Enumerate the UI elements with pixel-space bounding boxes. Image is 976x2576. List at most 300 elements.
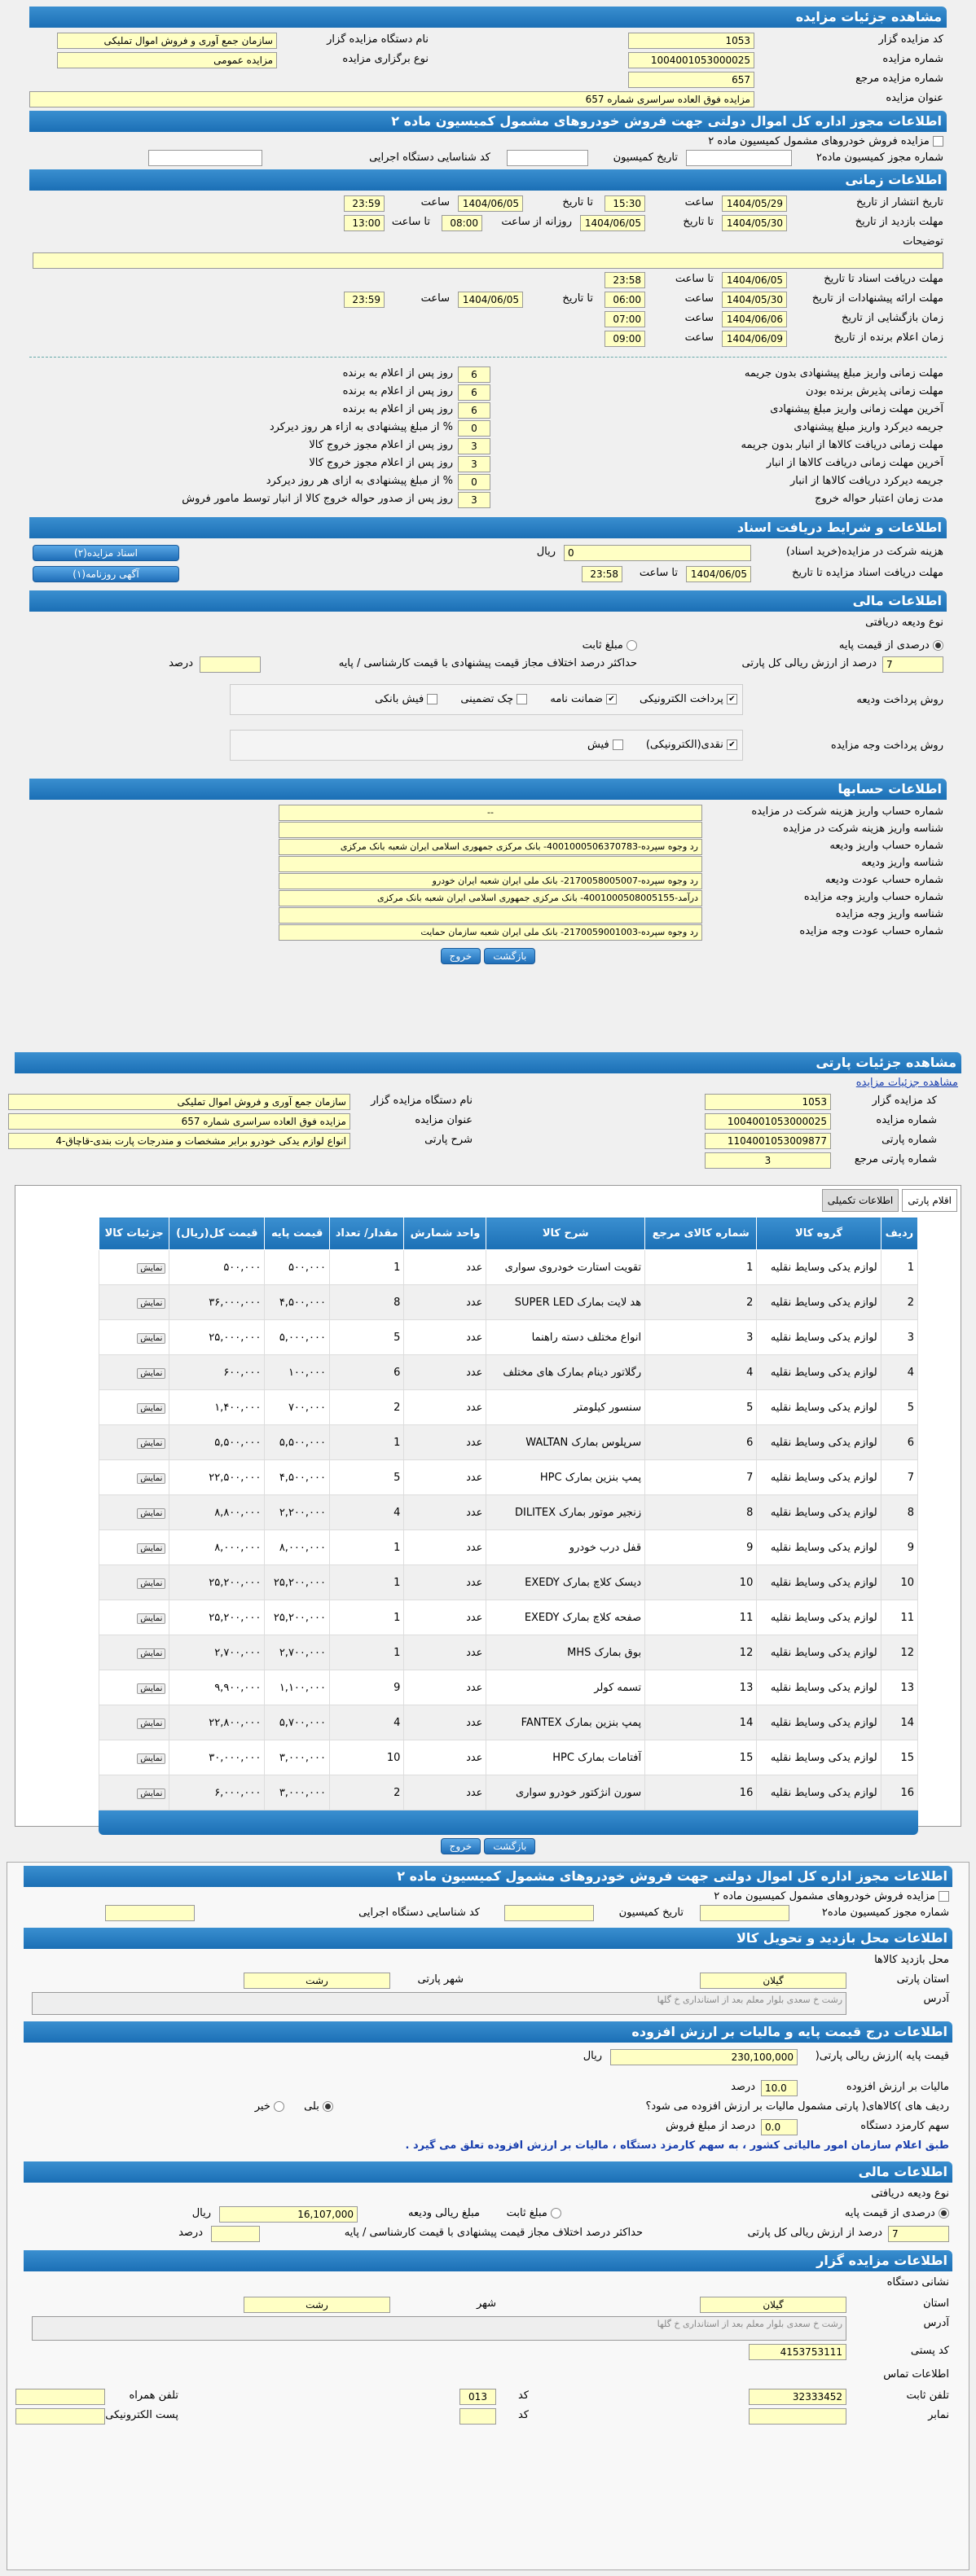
table-cell: 5 [881,1390,917,1425]
details-cell [99,1250,169,1285]
payment-option-checkbox[interactable]: ✔ نقدی(الکترونیکی) [646,739,737,751]
permit-checkbox[interactable]: مزایده فروش خودروهای مشمول کمیسیون ماده ۲ [708,135,943,147]
show-details-button[interactable]: نمایش [137,1788,165,1799]
section-header: اطلاعات و شرایط دریافت اسناد [29,517,947,538]
account-row [29,822,947,839]
label: مهلت بازدید [890,216,943,228]
table-row [99,1390,918,1425]
table-cell: ۵,۵۰۰,۰۰۰ [169,1425,265,1460]
table-cell: لوازم یدکی وسایط نقلیه [757,1775,881,1810]
org-field: سازمان جمع آوری و فروش اموال تملیکی [57,33,277,49]
deadline-value: 6 [458,384,490,401]
table-cell: 13 [645,1670,757,1705]
table-cell: لوازم یدکی وسایط نقلیه [757,1565,881,1600]
deadline-row [29,437,947,455]
label: شماره حساب واریز وجه مزایده [803,891,943,903]
deadline-row [29,419,947,437]
table-cell: ۲۵,۲۰۰,۰۰۰ [265,1565,330,1600]
table-cell: لوازم یدکی وسایط نقلیه [757,1670,881,1705]
table-cell: پمپ بنزین بمارک FANTEX [486,1705,645,1740]
details-cell [99,1775,169,1810]
exec-id-field [148,150,262,166]
payment-option-checkbox[interactable]: ✔ ضمانت نامه [550,693,617,705]
label: شناسه واریز ودیعه [861,857,943,869]
label: استان پارتی [896,1973,949,1986]
deadline-value: 6 [458,402,490,419]
table-cell: 8 [329,1285,403,1320]
label: آدرس [923,1993,949,2005]
label: اطلاعات تماس [883,2368,949,2381]
label: نام دستگاه مزایده گزار [327,33,429,46]
table-cell: 5 [645,1390,757,1425]
permit-date-field [507,150,588,166]
back-button[interactable]: بازگشت [484,1838,535,1854]
show-details-button[interactable]: نمایش [137,1368,165,1379]
label: درصد از ارزش ریالی کل پارتی [741,657,877,669]
label: مالیات بر ارزش افزوده [846,2081,949,2093]
fax-code-field [459,2408,496,2425]
subject-field: مزایده فوق العاده سراسری شماره 657 [29,91,754,108]
table-cell: 15 [645,1740,757,1775]
show-details-button[interactable]: نمایش [137,1683,165,1694]
fixed-radio[interactable]: مبلغ ثابت [507,2207,561,2219]
label: مهلت دریافت اسناد [857,273,943,285]
party-subject-field: مزایده فوق العاده سراسری شماره 657 [8,1113,350,1130]
vat-notice: طبق اعلام سازمان امور مالیاتی کشور ، به سهم کارمزد دستگاه ، مالیات بر ارزش افزوده تعلق می گیرد . [405,2139,949,2152]
table-cell: انواع مختلف دسته راهنما [486,1320,645,1355]
table-cell: 2 [329,1390,403,1425]
label: ریال [191,2207,211,2219]
label: جریمه دیرکرد واریز مبلغ پیشنهادی [794,421,943,433]
table-cell: 3 [645,1320,757,1355]
account-row [29,924,947,941]
offer-time-field: 06:00 [605,292,645,308]
column-header: جزئیات کالا [99,1218,169,1250]
winner-time-field: 09:00 [605,331,645,347]
table-cell: ۵,۷۰۰,۰۰۰ [265,1705,330,1740]
label: روز پس از اعلام مجوز خروج کالا [309,457,453,469]
label: ساعت [684,292,714,305]
label: ساعت [684,312,714,324]
table-row [99,1705,918,1740]
account-row [29,856,947,873]
phone-code-field: 013 [459,2389,496,2405]
table-cell: زنجیر موتور بمارک DILITEX [486,1495,645,1530]
label: شماره حساب عودت وجه مزایده [799,925,943,937]
show-details-button[interactable]: نمایش [137,1578,165,1589]
table-cell: پمپ بنزین بمارک HPC [486,1460,645,1495]
label: عنوان مزایده [886,92,943,104]
show-details-button[interactable]: نمایش [137,1613,165,1624]
table-cell: 11 [881,1600,917,1635]
show-details-button[interactable]: نمایش [137,1718,165,1729]
details-cell [99,1355,169,1390]
label: زمان اعلام برنده [869,331,943,344]
vat-field: 10.0 [761,2080,798,2096]
label: مهلت زمانی دریافت کالاها از انبار بدون جریمه [741,439,943,451]
email-field [15,2408,105,2425]
table-cell: عدد [404,1390,486,1425]
table-cell: ۲,۷۰۰,۰۰۰ [265,1635,330,1670]
open-time-field: 07:00 [605,311,645,327]
details-cell [99,1285,169,1320]
table-cell: 13 [881,1670,917,1705]
label: ساعت [684,331,714,344]
offer-time2-field: 23:59 [344,292,385,308]
auction-code-field: 1053 [628,33,754,49]
deadline-row [29,455,947,473]
details-cell [99,1425,169,1460]
label: شناسه واریز هزینه شرکت در مزایده [783,823,943,835]
table-row [99,1775,918,1810]
back-button[interactable]: بازگشت [484,948,535,964]
table-row [99,1670,918,1705]
details-cell [99,1390,169,1425]
label: تاریخ کمیسیون [613,151,678,164]
label: تاریخ انتشار [892,196,943,208]
show-details-button[interactable]: نمایش [137,1543,165,1554]
province-field: گیلان [700,1973,846,1989]
tab-party-items[interactable]: اقلام پارتی [902,1189,957,1212]
table-cell: 4 [329,1495,403,1530]
table-cell: عدد [404,1565,486,1600]
table-cell: لوازم یدکی وسایط نقلیه [757,1390,881,1425]
table-cell: عدد [404,1705,486,1740]
table-cell: ۵,۰۰۰,۰۰۰ [265,1320,330,1355]
account-row [29,907,947,924]
section-header: مشاهده جزئیات پارتی [15,1052,961,1073]
show-details-button[interactable]: نمایش [137,1298,165,1309]
label: روز پس از اعلام به برنده [342,385,453,397]
table-cell: عدد [404,1250,486,1285]
label: نشانی دستگاه [886,2276,949,2289]
section-header: اطلاعات مالی [29,590,947,612]
payment-option-checkbox[interactable]: چک تضمینی [460,693,527,705]
table-cell: لوازم یدکی وسایط نقلیه [757,1355,881,1390]
percent-radio[interactable]: درصدی از قیمت پایه [845,2207,949,2219]
table-cell: ۲۲,۸۰۰,۰۰۰ [169,1705,265,1740]
show-details-button[interactable]: نمایش [137,1753,165,1764]
column-header: واحد شمارش [404,1218,486,1250]
label: شماره حساب عودت ودیعه [824,874,943,886]
details-cell [99,1740,169,1775]
label: ساعت [420,196,450,208]
table-cell: ۴,۵۰۰,۰۰۰ [265,1285,330,1320]
table-cell: رگلاتور دینام بمارک های مختلف [486,1355,645,1390]
mobile-field [15,2389,105,2405]
table-cell: 12 [645,1635,757,1670]
pub-to-field: 1404/06/05 [458,195,523,212]
section-header: اطلاعات مجوز اداره کل اموال دولتی جهت فروش خودروهای مشمول کمیسیون ماده ۲ [24,1866,952,1887]
table-cell: 2 [881,1285,917,1320]
label: روز پس از اعلام به برنده [342,367,453,380]
deposit-percent-field: 7 [882,656,943,673]
table-cell: 16 [881,1775,917,1810]
label: کد مزایده گزار [872,1095,937,1107]
table-cell: بوق بمارک MHS [486,1635,645,1670]
base-price-field: 230,100,000 [610,2049,798,2065]
table-cell: 4 [881,1355,917,1390]
label: نام دستگاه مزایده گزار [371,1095,473,1107]
visit-to-field: 1404/06/05 [580,215,645,231]
details-cell [99,1705,169,1740]
section-header: اطلاعات درج قیمت پایه و مالیات بر ارزش افزوده [24,2021,952,2043]
table-cell: 6 [645,1425,757,1460]
account-row [29,839,947,856]
column-header: شرح کالا [486,1218,645,1250]
fixed-radio[interactable]: مبلغ ثابت [583,639,637,652]
label: نمابر [928,2409,949,2421]
permit-number-field [700,1905,789,1921]
vat-no-radio[interactable]: خیر [255,2100,284,2113]
fee-field: 0 [564,545,751,561]
label: محل بازدید کالاها [874,1954,949,1966]
table-cell: ۲۵,۲۰۰,۰۰۰ [169,1565,265,1600]
label: شهر [476,2297,496,2310]
address-field: رشت خ سعدی بلوار معلم بعد از استانداری خ گلها [32,1992,846,2015]
account-value: -- [279,805,702,821]
label: مهلت زمانی واریز مبلغ پیشنهادی بدون جریمه [744,367,943,380]
table-cell: تقویت استارت خودروی سواری [486,1250,645,1285]
table-cell: لوازم یدکی وسایط نقلیه [757,1530,881,1565]
party-ref-field: 3 [705,1152,831,1169]
table-cell: 11 [645,1600,757,1635]
label: شماره مزایده مرجع [855,72,943,85]
exit-button[interactable]: خروج [441,948,481,964]
label: درصد [178,2227,203,2239]
table-cell: لوازم یدکی وسایط نقلیه [757,1285,881,1320]
exit-button[interactable]: خروج [441,1838,481,1854]
table-cell: 2 [645,1285,757,1320]
table-cell: 9 [881,1530,917,1565]
label: تا ساعت [639,567,678,579]
deadline-row [29,384,947,402]
label: تلفن همراه [129,2389,178,2402]
description-field [33,252,943,269]
org-city-field: رشت [244,2297,390,2313]
section-header: اطلاعات مالی [24,2161,952,2183]
doc-date-field: 1404/06/05 [722,272,787,288]
label: % از مبلغ پیشنهادی به ازاء هر روز دیرکرد [269,421,453,433]
label: تا تاریخ [683,216,714,228]
visit-time-from: 08:00 [442,215,482,231]
column-header: شماره کالای مرجع [645,1218,757,1250]
table-row [99,1495,918,1530]
label: تلفن ثابت [906,2389,949,2402]
label: درصد [731,2081,755,2093]
table-row [99,1285,918,1320]
auction-details-link[interactable]: مشاهده جزئیات مزایده [855,1077,958,1089]
table-cell: ۳,۰۰۰,۰۰۰ [265,1740,330,1775]
label: روش پرداخت ودیعه [856,694,943,706]
type-field: مزایده عمومی [57,52,277,68]
account-row [29,873,947,890]
label: تا تاریخ [562,292,593,305]
newspaper-ad-button[interactable]: آگهی روزنامه(۱) [33,566,179,582]
table-cell: 4 [329,1705,403,1740]
label: قیمت پایه )ارزش ریالی پارتی( [815,2050,949,2062]
column-header: مقدار/ تعداد [329,1218,403,1250]
tab-extra-info[interactable]: اطلاعات تکمیلی [822,1189,899,1212]
account-value: رد وجوه سپرده-2170059001003- بانک ملی ایران شعبه سازمان حمایت [279,924,702,941]
label: کد شناسایی دستگاه اجرایی [369,151,490,164]
table-cell: 1 [329,1635,403,1670]
label: درصد [169,657,193,669]
party-auction-num-field: 1004001053000025 [705,1113,831,1130]
deadline-row [29,473,947,491]
auction-details: مشاهده جزئیات مزایده کد مزایده گزار 1053 نام دستگاه مزایده گزار سازمان جمع آوری و فروش اموال تملیکی شماره مزایده 1004001053000025 نوع برگزاری مزایده مزایده عمومی شماره مزایده مرجع 657 عنوان مزایده مزایده فوق العاده سراسری شماره 657 اطلاعات مجوز اداره کل اموال دولتی جهت فروش خودروهای مشمول کمیسیون ماده ۲ مزایده فروش خودروهای مشمول کمیسیون ماده ۲ شماره مجوز کمیسیون ماده۲ تاریخ کمیسیون کد شناسایی دستگاه اجرایی اطلاعات زمانی تاریخ انتشار از تاریخ 1404/05/29 ساعت 15:30 تا تاریخ 1404/06/05 ساعت 23:59 مهلت بازدید از تاریخ 1404/05/30 تا تاریخ 1404/06/05 روزانه از ساعت 08:00 تا ساعت 13:00 توضیحات مهلت دریافت اسناد تا تاریخ 1404/06/05 تا ساعت 23:58 مهلت ارائه پیشنهادات از تاریخ 1404/05/30 ساعت 06:00 تا تاریخ 1404/06/05 ساعت 23:59 زمان بازگشایی از تاریخ 1404/06/06 ساعت 07:00 زمان اعلام برنده از تاریخ 1404/06/09 ساعت 09:00 مهلت زمانی واریز مبلغ پیشنهادی بدون جریمه 6 روز پس از اعلام به برنده مهلت زمانی پذیرش برنده بودن 6 روز پس از اعلام به برنده آخرین مهلت زمانی واریز مبلغ پیشنهادی 6 روز پس از اعلام به برنده جریمه دیرکرد واریز مبلغ پیشنهادی 0 % از مبلغ پیشنهادی به ازاء هر روز دیرکرد مهلت زمانی دریافت کالاها از انبار بدون جریمه 3 روز پس از اعلام مجوز خروج کالا آخرین مهلت زمانی دریافت کالاها از انبار 3 روز پس از اعلام مجوز خروج کالا جریمه دیرکرد دریافت کالاها از انبار 0 % از مبلغ پیشنهادی به ازای هر روز دیرکرد مدت زمان اعتبار حواله خروج 3 روز پس از صدور حواله خروج کالا از انبار توسط مامور فروش اطلاعات و شرایط دریافت اسناد هزینه شرکت در مزایده(خرید اسناد) 0 ریال اسناد مزایده(۲) مهلت دریافت اسناد مزایده تا تاریخ 1404/06/05 تا ساعت 23:58 آگهی روزنامه(۱) اطلاعات مالی نوع ودیعه دریافتی درصدی از قیمت پایه مبلغ ثابت 7 درصد از ارزش ریالی کل پارتی حداکثر درصد اختلاف مجاز قیمت پیشنهادی با قیمت کارشناسی / پایه درصد روش پرداخت ودیعه ✔ پرداخت الکترونیکی ✔ ضمانت نامه چک تضمینی فیش بانکی روش پرداخت وجه مزایده ✔ نقدی(الکترونیکی) فیش اطلاعات حسابها شماره حساب واریز هزینه شرکت در مزایده -- شناسه واریز هزینه شرکت در مزایده شماره حساب واریز ودیعه رد وجوه سپرده-4001000506370783- بانک مرکزی جمهوری اسلامی ایران شعبه بانک مرکزی شناسه واریز ودیعه شماره حساب عودت ودیعه رد وجوه سپرده-2170058005007- بانک ملی ایران شعبه ایران خودرو شماره حساب واریز وجه مزایده درآمد-4001000508005155- بانک مرکزی جمهوری اسلامی ایران شعبه بانک مرکزی شناسه واریز وجه مزایده شماره حساب عودت وجه مزایده رد وجوه سپرده-2170059001003- بانک ملی ایران شعبه سازمان حمایت خروج بازگشت [29,7,947,964]
deposit-amount-field: 16,107,000 [219,2206,358,2223]
label: روزانه از ساعت [501,216,572,228]
table-cell: تسمه کولر [486,1670,645,1705]
show-details-button[interactable]: نمایش [137,1473,165,1484]
table-cell: سورن انژکتور خودرو سواری [486,1775,645,1810]
table-cell: لوازم یدکی وسایط نقلیه [757,1495,881,1530]
label: شرح پارتی [424,1134,473,1146]
label: آدرس [923,2317,949,2329]
table-cell: 1 [329,1530,403,1565]
label: روش پرداخت وجه مزایده [830,739,943,752]
label: آخرین مهلت زمانی دریافت کالاها از انبار [766,457,943,469]
table-cell: 9 [329,1670,403,1705]
label: کد [517,2389,529,2402]
table-row [99,1460,918,1495]
table-cell: ۵۰۰,۰۰۰ [169,1250,265,1285]
section-header: مشاهده جزئیات مزایده [29,7,947,28]
table-cell: عدد [404,1425,486,1460]
vat-yes-radio[interactable]: بلی [304,2100,333,2113]
label: عنوان مزایده [415,1114,473,1126]
label: تاریخ کمیسیون [618,1907,684,1919]
table-cell: لوازم یدکی وسایط نقلیه [757,1740,881,1775]
payment-option-checkbox[interactable]: فیش بانکی [375,693,437,705]
label: تا تاریخ [562,196,593,208]
table-row [99,1250,918,1285]
deadline-value: 0 [458,474,490,490]
account-row [29,890,947,907]
label: شماره پارتی [881,1134,937,1146]
permit-checkbox[interactable]: مزایده فروش خودروهای مشمول کمیسیون ماده ۲ [714,1890,949,1902]
label: مدت زمان اعتبار حواله خروج [815,493,943,505]
table-cell: عدد [404,1530,486,1565]
table-cell: 3 [881,1320,917,1355]
deadline-row [29,402,947,419]
payment-option-checkbox[interactable]: فیش [587,739,623,751]
table-cell: ۳۰,۰۰۰,۰۰۰ [169,1740,265,1775]
label: شماره پارتی مرجع [854,1153,937,1165]
label: پست الکترونیکی [105,2409,178,2421]
column-header: قیمت پایه [265,1218,330,1250]
table-cell: ۳,۰۰۰,۰۰۰ [265,1775,330,1810]
label: کد شناسایی دستگاه اجرایی [358,1907,480,1919]
deadline-row [29,366,947,384]
label: ساعت [684,196,714,208]
table-cell: 2 [329,1775,403,1810]
table-row [99,1355,918,1390]
table-cell: عدد [404,1320,486,1355]
section-header: اطلاعات مجوز اداره کل اموال دولتی جهت فروش خودروهای مشمول کمیسیون ماده ۲ [29,111,947,132]
documents-button[interactable]: اسناد مزایده(۲) [33,545,179,561]
table-cell: آفتامات بمارک HPC [486,1740,645,1775]
column-header: گروه کالا [757,1218,881,1250]
account-value: رد وجوه سپرده-2170058005007- بانک ملی ایران شعبه ایران خودرو [279,873,702,889]
table-cell: 5 [329,1460,403,1495]
pub-time-field: 15:30 [605,195,645,212]
show-details-button[interactable]: نمایش [137,1508,165,1519]
show-details-button[interactable]: نمایش [137,1333,165,1344]
table-cell: ۳۶,۰۰۰,۰۰۰ [169,1285,265,1320]
table-cell: عدد [404,1670,486,1705]
table-cell: هد لایت بمارک SUPER LED [486,1285,645,1320]
details-cell [99,1460,169,1495]
table-footer [99,1810,918,1835]
label: سهم کارمزد دستگاه [860,2120,949,2132]
table-cell: لوازم یدکی وسایط نقلیه [757,1635,881,1670]
table-cell: ۲۵,۲۰۰,۰۰۰ [265,1600,330,1635]
table-cell: لوازم یدکی وسایط نقلیه [757,1600,881,1635]
label: % از مبلغ پیشنهادی به ازای هر روز دیرکرد [266,475,453,487]
show-details-button[interactable]: نمایش [137,1263,165,1274]
table-row [99,1425,918,1460]
visit-time-to: 13:00 [344,215,385,231]
table-cell: ۶,۰۰۰,۰۰۰ [169,1775,265,1810]
table-cell: 1 [645,1250,757,1285]
offer-from-field: 1404/05/30 [722,292,787,308]
table-cell: 1 [329,1425,403,1460]
account-value [279,856,702,872]
table-cell: ۹,۹۰۰,۰۰۰ [169,1670,265,1705]
show-details-button[interactable]: نمایش [137,1648,165,1659]
accounts-list [29,805,947,941]
label: تا ساعت [391,216,430,228]
table-row [99,1600,918,1635]
table-cell: 6 [881,1425,917,1460]
city-field: رشت [244,1973,390,1989]
table-cell: ۲۲,۵۰۰,۰۰۰ [169,1460,265,1495]
details-cell [99,1565,169,1600]
label: نوع ودیعه دریافتی [871,2188,949,2200]
org-province-field: گیلان [700,2297,846,2313]
table-cell: ۴,۵۰۰,۰۰۰ [265,1460,330,1495]
deposit-percent-field: 7 [888,2226,949,2242]
table-cell: ۵,۵۰۰,۰۰۰ [265,1425,330,1460]
table-cell: عدد [404,1600,486,1635]
account-row [29,805,947,822]
pub-from-field: 1404/05/29 [722,195,787,212]
org-address-field: رشت خ سعدی بلوار معلم بعد از استانداری خ گلها [32,2316,846,2341]
label: زمان بازگشایی [877,312,943,324]
section-header: اطلاعات مزایده گزار [24,2250,952,2271]
table-cell: ۷۰۰,۰۰۰ [265,1390,330,1425]
details-cell [99,1495,169,1530]
column-header: ردیف [881,1218,917,1250]
table-cell: 9 [645,1530,757,1565]
fax-field [749,2408,846,2425]
table-cell: عدد [404,1495,486,1530]
show-details-button[interactable]: نمایش [137,1403,165,1414]
payment-option-checkbox[interactable]: ✔ پرداخت الکترونیکی [640,693,737,705]
table-cell: 1 [329,1250,403,1285]
label: روز پس از صدور حواله خروج کالا از انبار توسط مامور فروش [182,493,453,505]
label: روز پس از اعلام مجوز خروج کالا [309,439,453,451]
details-cell [99,1670,169,1705]
table-cell: 4 [645,1355,757,1390]
deadlines-list [29,366,947,509]
show-details-button[interactable]: نمایش [137,1438,165,1449]
percent-radio[interactable]: درصدی از قیمت پایه [839,639,943,652]
items-table [99,1217,918,1810]
party-details [15,1052,961,1854]
